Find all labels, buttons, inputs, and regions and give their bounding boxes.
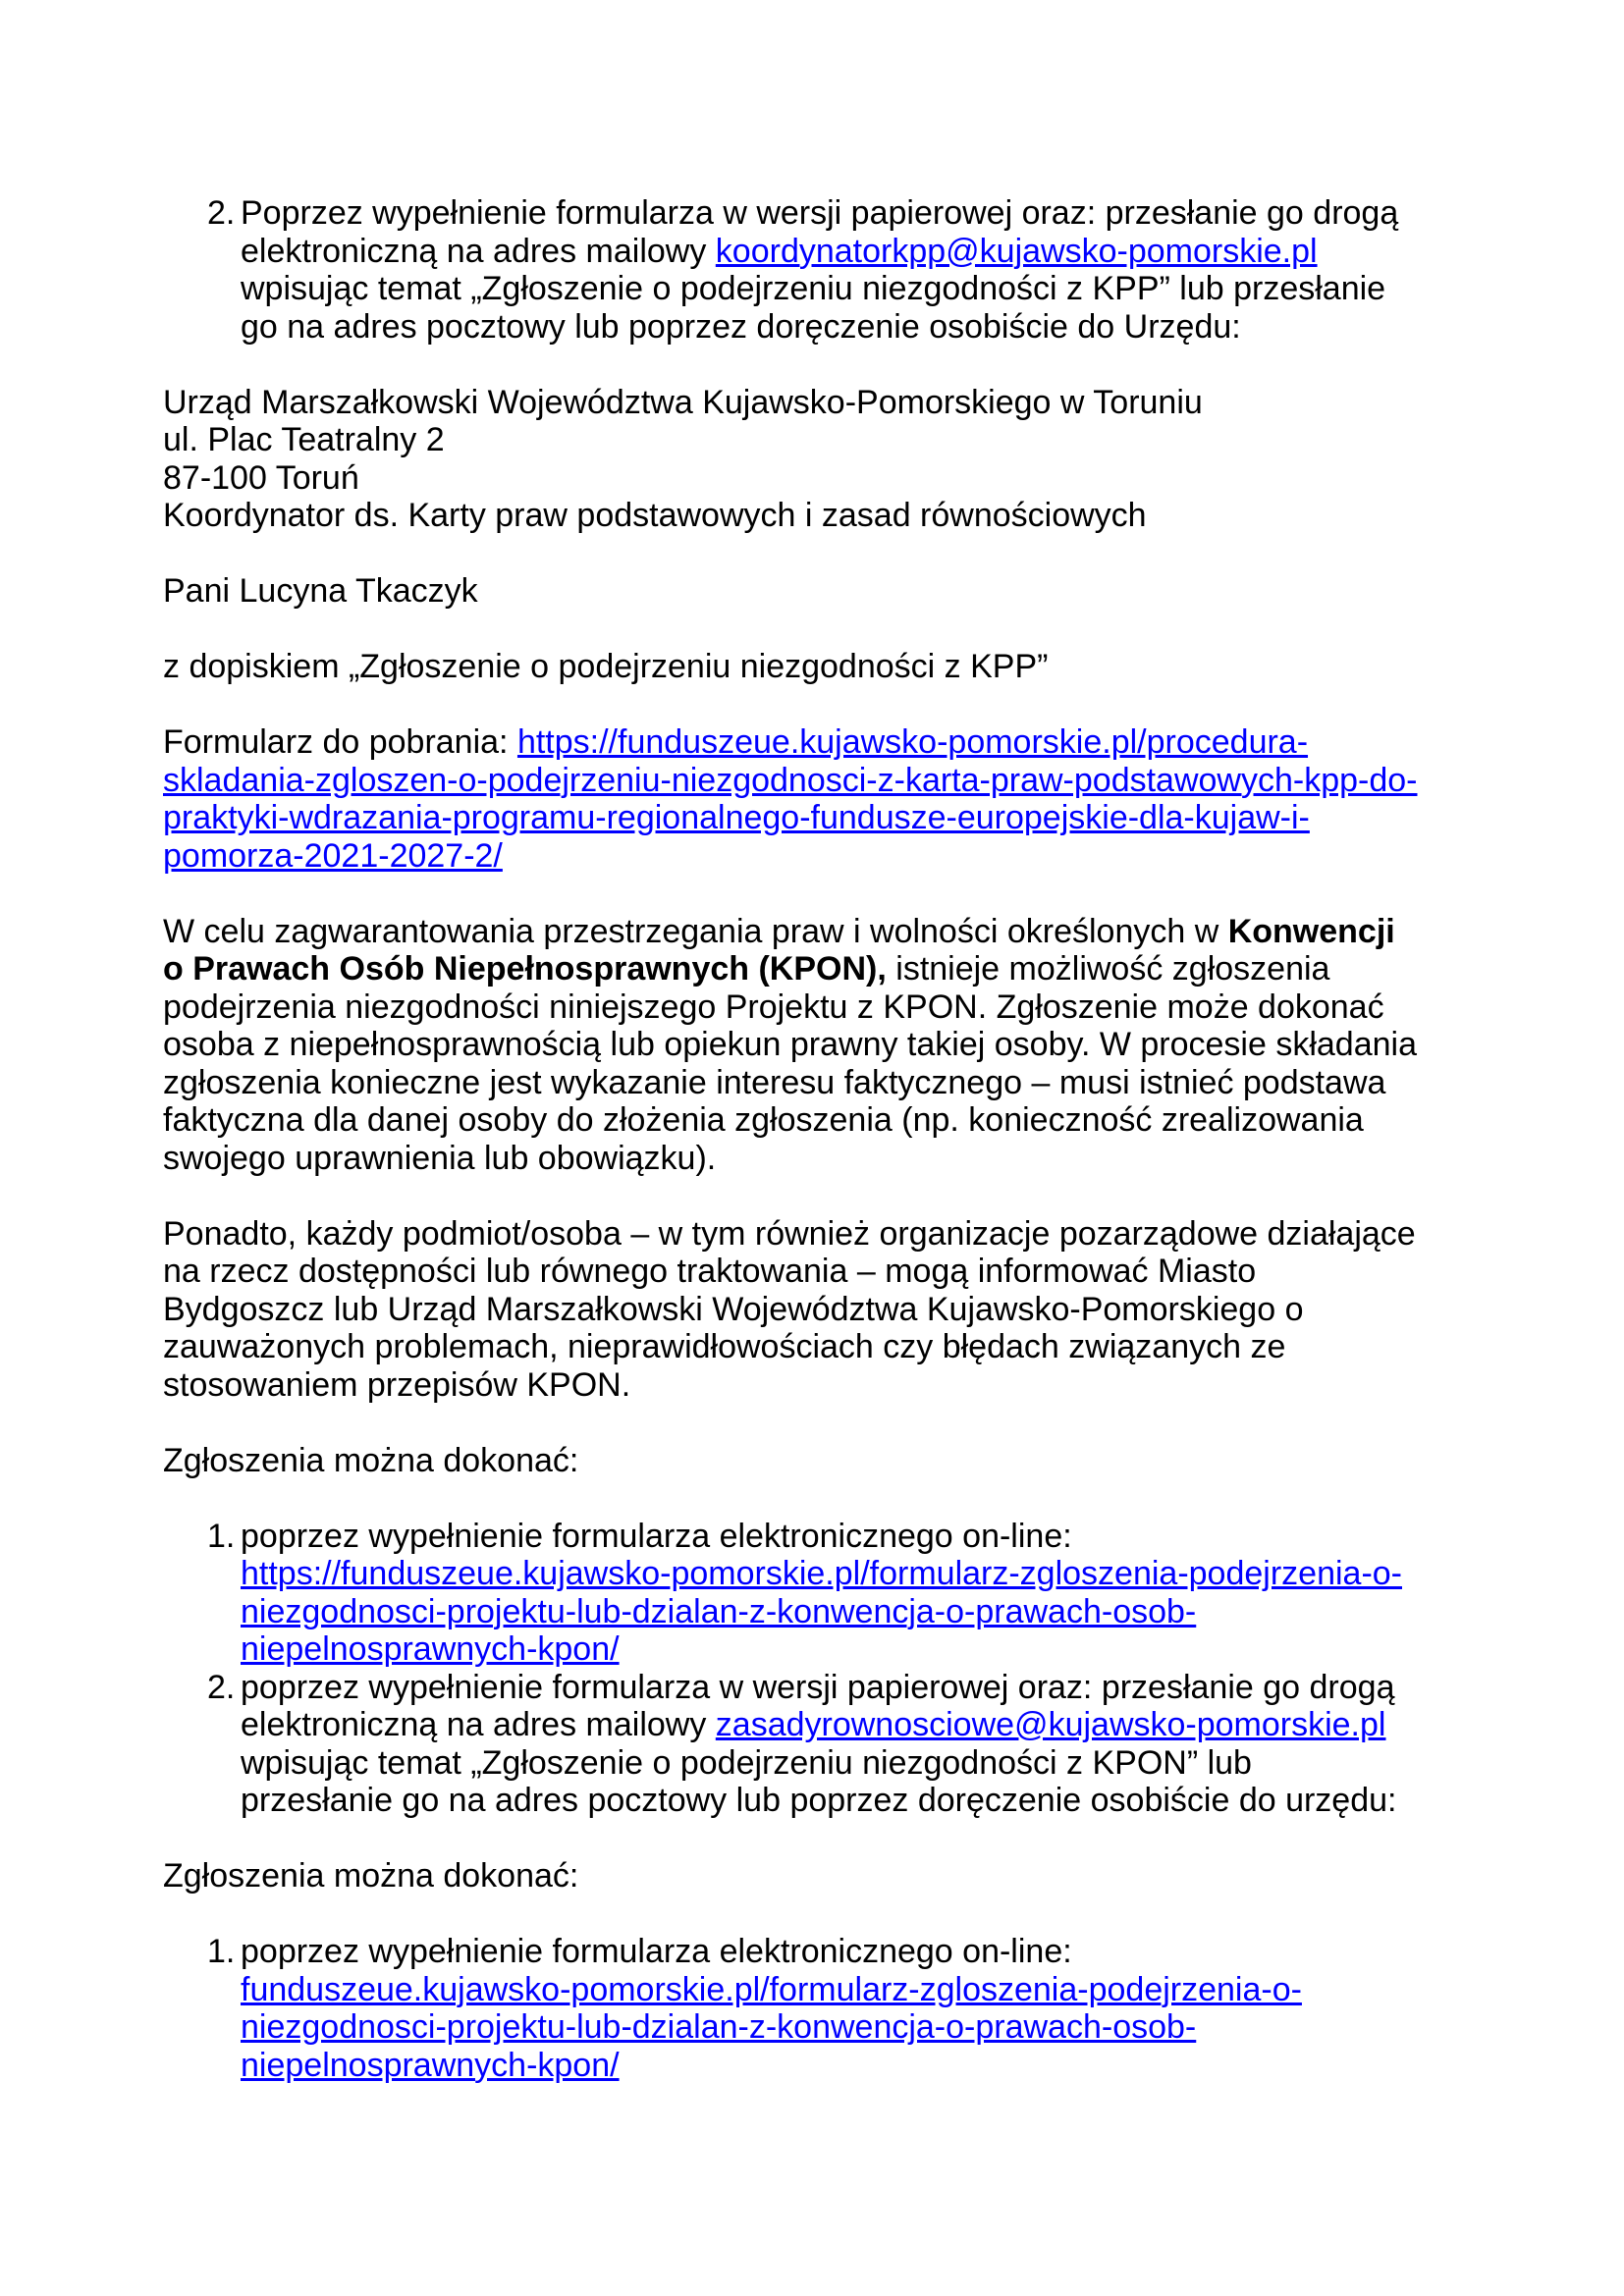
- kpon-form-link-line1[interactable]: https://funduszeue.kujawsko-pomorskie.pl/formularz-zgloszenia-podejrzenia-o-: [241, 1555, 1402, 1592]
- recipient-block: [163, 572, 1538, 611]
- text-line: [241, 1744, 1538, 1783]
- text-line: [241, 308, 1538, 347]
- text-segment: Pani Lucyna Tkaczyk: [163, 572, 478, 610]
- text-segment: poprzez wypełnienie formularza w wersji papierowej oraz: przesłanie go drogą: [241, 1668, 1395, 1706]
- kpon-list-2: [163, 1933, 1538, 2084]
- text-line: [163, 1140, 1538, 1178]
- text-line: [163, 1101, 1538, 1140]
- kpon-form2-link-line1[interactable]: funduszeue.kujawsko-pomorskie.pl/formularz-zgloszenia-podejrzenia-o-: [241, 1970, 1302, 2008]
- text-segment: poprzez wypełnienie formularza elektronicznego on-line:: [241, 1933, 1072, 1970]
- kpon-list-item-1: [163, 1518, 1538, 1669]
- text-segment: na rzecz dostępności lub równego traktowania – mogą informować Miasto: [163, 1253, 1257, 1290]
- kpon-form-link-line2[interactable]: niezgodnosci-projektu-lub-dzialan-z-konwencja-o-prawach-osob-: [241, 1592, 1197, 1630]
- text-segment: W celu zagwarantowania przestrzegania praw i wolności określonych w: [163, 912, 1228, 950]
- form-download-label: Formularz do pobrania:: [163, 723, 517, 761]
- text-segment: Urząd Marszałkowski Województwa Kujawsko-Pomorskiego w Toruniu: [163, 383, 1203, 421]
- text-segment: Bydgoszcz lub Urząd Marszałkowski Województwa Kujawsko-Pomorskiego o: [163, 1290, 1304, 1328]
- address-line-city: [163, 459, 1538, 498]
- list-number: 2.: [207, 1668, 236, 1706]
- text-segment: osoba z niepełnosprawnością lub opiekun prawny takiej osoby. W procesie składania: [163, 1026, 1417, 1063]
- address-line-coordinator: [163, 497, 1538, 535]
- text-segment: stosowaniem przepisów KPON.: [163, 1365, 631, 1404]
- text-line: [241, 1933, 1538, 1971]
- text-segment: wpisując temat „Zgłoszenie o podejrzeniu niezgodności z KPP” lub przesłanie: [241, 270, 1386, 307]
- text-line: [163, 988, 1538, 1027]
- text-segment: poprzez wypełnienie formularza elektronicznego on-line:: [241, 1517, 1072, 1555]
- zasadyrownosciowe-email-link[interactable]: zasadyrownosciowe@kujawsko-pomorskie.pl: [715, 1706, 1386, 1743]
- kpon-list: [163, 1518, 1538, 1820]
- text-line: [163, 1064, 1538, 1102]
- text-line: [241, 1630, 1538, 1669]
- kpon-paragraph: [163, 913, 1538, 1178]
- text-segment: wpisując temat „Zgłoszenie o podejrzeniu niezgodności z KPON” lub: [241, 1743, 1252, 1782]
- zgloszenia-heading-1: [163, 1442, 1538, 1480]
- text-line: [241, 1593, 1538, 1631]
- text-line: [163, 950, 1538, 988]
- ponadto-paragraph: [163, 1215, 1538, 1405]
- kpon-form2-link-line2[interactable]: niezgodnosci-projektu-lub-dzialan-z-konwencja-o-prawach-osob-: [241, 2008, 1197, 2046]
- text-line: [241, 1971, 1538, 2009]
- text-line: [163, 799, 1538, 837]
- text-line: [241, 194, 1538, 233]
- kpon-form2-link-line3[interactable]: niepelnosprawnych-kpon/: [241, 2046, 620, 2084]
- text-segment: z dopiskiem „Zgłoszenie o podejrzeniu niezgodności z KPP”: [163, 648, 1049, 685]
- text-segment: elektroniczną na adres mailowy: [241, 232, 716, 270]
- address-block: [163, 384, 1538, 535]
- text-line: [241, 1706, 1538, 1744]
- text-segment: Poprzez wypełnienie formularza w wersji papierowej oraz: przesłanie go drogą: [241, 194, 1399, 232]
- list-number: 2.: [207, 194, 236, 232]
- zgloszenia-heading-2: [163, 1857, 1538, 1896]
- text-segment: zgłoszenia konieczne jest wykazanie interesu faktycznego – musi istnieć podstawa: [163, 1063, 1386, 1101]
- kpon-list-2-item-1: [163, 1933, 1538, 2084]
- procedura-kpp-link-line2[interactable]: skladania-zgloszen-o-podejrzeniu-niezgodnosci-z-karta-praw-podstawowych-kpp-do-: [163, 761, 1418, 799]
- text-segment: podejrzenia niezgodności niniejszego Projektu z KPON. Zgłoszenie może dokonać: [163, 988, 1384, 1026]
- procedura-kpp-link-line4[interactable]: pomorza-2021-2027-2/: [163, 836, 503, 875]
- text-segment: przesłanie go na adres pocztowy lub poprzez doręczenie osobiście do urzędu:: [241, 1782, 1397, 1819]
- text-segment: faktyczna dla danej osoby do złożenia zgłoszenia (np. konieczność zrealizowania: [163, 1101, 1364, 1139]
- list-number: 1.: [207, 1933, 236, 1970]
- address-line-office: [163, 384, 1538, 422]
- recipient-line: [163, 572, 1538, 611]
- numbered-item-2-kpp: [163, 194, 1538, 346]
- form-download-paragraph: [163, 723, 1538, 875]
- annotation-block: [163, 648, 1538, 686]
- text-segment: 87-100 Toruń: [163, 458, 359, 497]
- page-content: [163, 194, 1538, 2122]
- text-line: [241, 233, 1538, 271]
- text-line: [163, 1442, 1538, 1480]
- bold-segment: o Prawach Osób Niepełnosprawnych (KPON),: [163, 950, 887, 988]
- text-line: [163, 1291, 1538, 1329]
- text-segment: swojego uprawnienia lub obowiązku).: [163, 1139, 717, 1177]
- text-segment: Zgłoszenia można dokonać:: [163, 1441, 579, 1479]
- text-line: [163, 1328, 1538, 1366]
- kpon-list-item-2: [163, 1669, 1538, 1820]
- text-line: [241, 1555, 1538, 1593]
- text-line: [241, 1518, 1538, 1556]
- list-number: 1.: [207, 1517, 236, 1555]
- koordynatorkpp-email-link[interactable]: koordynatorkpp@kujawsko-pomorskie.pl: [715, 232, 1318, 270]
- text-line: [241, 270, 1538, 308]
- text-segment: ul. Plac Teatralny 2: [163, 421, 445, 458]
- procedura-kpp-link-line3[interactable]: praktyki-wdrazania-programu-regionalnego-fundusze-europejskie-dla-kujaw-i-: [163, 799, 1310, 836]
- text-line: [241, 2047, 1538, 2085]
- procedura-kpp-link-line1[interactable]: https://funduszeue.kujawsko-pomorskie.pl/procedura-: [516, 723, 1309, 761]
- text-line: [163, 762, 1538, 800]
- text-segment: Ponadto, każdy podmiot/osoba – w tym również organizacje pozarządowe działające: [163, 1214, 1416, 1253]
- text-line: [163, 1857, 1538, 1896]
- text-line: [163, 913, 1538, 951]
- text-segment: istnieje możliwość zgłoszenia: [886, 950, 1330, 988]
- text-segment: Zgłoszenia można dokonać:: [163, 1857, 579, 1895]
- text-line: [241, 1782, 1538, 1820]
- kpon-form-link-line3[interactable]: niepelnosprawnych-kpon/: [241, 1630, 620, 1668]
- text-segment: go na adres pocztowy lub poprzez doręczenie osobiście do Urzędu:: [241, 307, 1241, 346]
- text-line: [163, 837, 1538, 876]
- text-segment: Koordynator ds. Karty praw podstawowych i zasad równościowych: [163, 497, 1147, 534]
- text-segment: elektroniczną na adres mailowy: [241, 1706, 716, 1743]
- text-line: [163, 723, 1538, 762]
- annotation-line: [163, 648, 1538, 686]
- address-line-street: [163, 421, 1538, 459]
- bold-segment: Konwencji: [1227, 912, 1395, 950]
- text-line: [163, 1366, 1538, 1405]
- text-line: [241, 2008, 1538, 2047]
- text-line: [163, 1215, 1538, 1254]
- text-line: [241, 1669, 1538, 1707]
- text-line: [163, 1026, 1538, 1064]
- text-segment: zauważonych problemach, nieprawidłowościach czy błędach związanych ze: [163, 1328, 1286, 1365]
- text-line: [163, 1253, 1538, 1291]
